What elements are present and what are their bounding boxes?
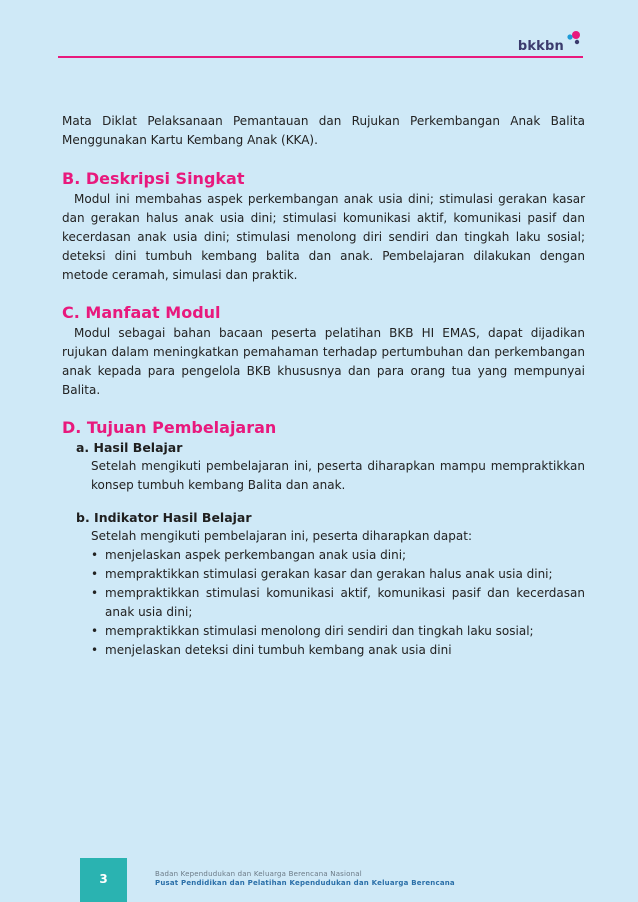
list-item: • menjelaskan deteksi dini tumbuh kembang anak usia dini bbox=[91, 641, 585, 660]
list-item: • mempraktikkan stimulasi komunikasi aktif, komunikasi pasif dan kecerdasan anak usia dini; bbox=[91, 584, 585, 622]
section-d-title: D. Tujuan Pembelajaran bbox=[62, 418, 277, 437]
intro-paragraph: Mata Diklat Pelaksanaan Pemantauan dan Rujukan Perkembangan Anak Balita Menggunakan Kartu Kembang Anak (KKA). bbox=[62, 114, 585, 147]
subsection-b-title: b. Indikator Hasil Belajar bbox=[76, 510, 252, 525]
footer-text bbox=[155, 858, 455, 888]
subsection-b-intro: Setelah mengikuti pembelajaran ini, peserta diharapkan dapat: bbox=[91, 529, 472, 543]
section-b-title: B. Deskripsi Singkat bbox=[62, 169, 245, 188]
subsection-a-body: Setelah mengikuti pembelajaran ini, peserta diharapkan mampu mempraktikkan konsep tumbuh kembang Balita dan anak. bbox=[91, 459, 585, 492]
section-b-body: Modul ini membahas aspek perkembangan anak usia dini; stimulasi gerakan kasar dan gerakan halus anak usia dini; stimulasi komunikasi aktif, komunikasi pasif dan kecerdasan anak usia dini; stimulasi menolong diri sendiri dan tingkah laku sosial; deteksi dini tumbuh kembang balita dan anak. Pembelajaran dilakukan dengan metode ceramah, simulasi dan praktik. bbox=[62, 192, 585, 282]
subsection-b bbox=[62, 509, 585, 660]
footer-center: Pusat Pendidikan dan Pelatihan Kependudukan dan Keluarga Berencana bbox=[155, 879, 455, 887]
list-item: • mempraktikkan stimulasi gerakan kasar dan gerakan halus anak usia dini; bbox=[91, 565, 585, 584]
subsection-a-title: a. Hasil Belajar bbox=[76, 440, 183, 455]
bkkbn-logo-icon bbox=[565, 30, 583, 48]
page-number: 3 bbox=[80, 858, 127, 902]
section-c-body: Modul sebagai bahan bacaan peserta pelatihan BKB HI EMAS, dapat dijadikan rujukan dalam meningkatkan pemahaman terhadap pertumbuhan dan perkembangan anak kepada para pengelola BKB khususnya dan para orang tua yang mempunyai Balita. bbox=[62, 326, 585, 397]
list-item: • menjelaskan aspek perkembangan anak usia dini; bbox=[91, 546, 585, 565]
header-divider bbox=[58, 56, 583, 58]
section-c-title: C. Manfaat Modul bbox=[62, 303, 221, 322]
indicator-list bbox=[91, 546, 585, 660]
footer-agency: Badan Kependudukan dan Keluarga Berencana Nasional bbox=[155, 870, 362, 878]
logo-text: bkkbn bbox=[517, 39, 564, 54]
list-item: • mempraktikkan stimulasi menolong diri sendiri dan tingkah laku sosial; bbox=[91, 622, 585, 641]
page-footer bbox=[80, 858, 455, 902]
page-content bbox=[62, 112, 585, 660]
bkkbn-logo bbox=[518, 30, 583, 54]
subsection-a bbox=[62, 439, 585, 495]
